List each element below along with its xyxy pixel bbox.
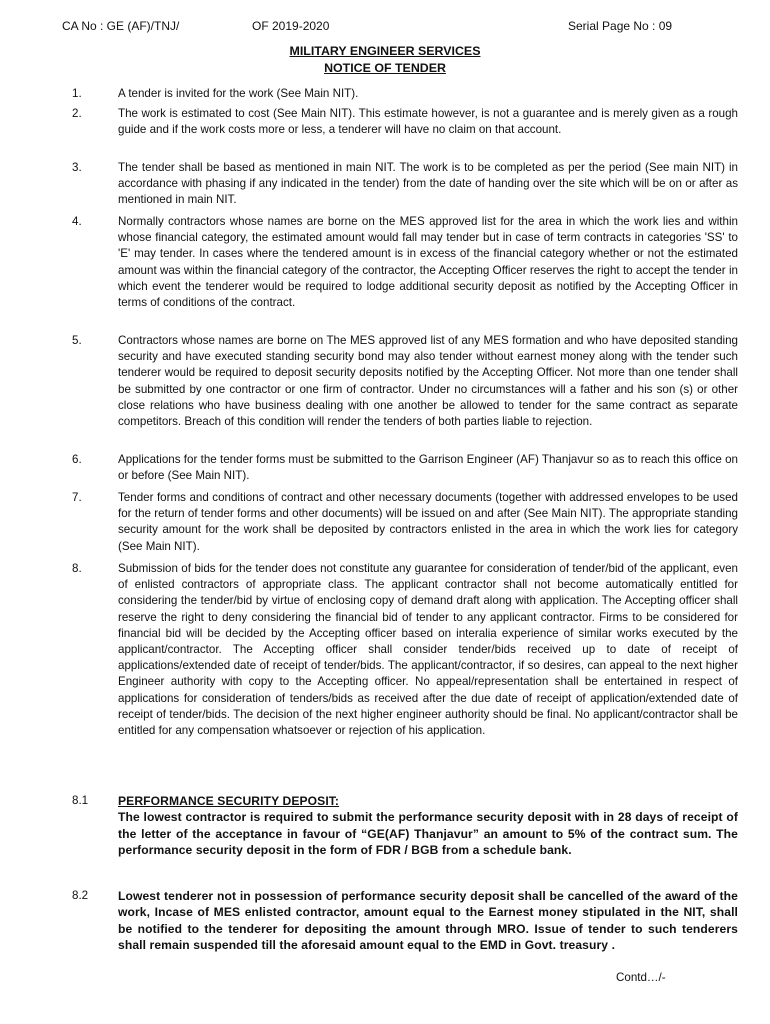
paragraph-number: 7. (72, 491, 82, 504)
contract-year: OF 2019-2020 (252, 19, 330, 33)
paragraph-text: Contractors whose names are borne on The MES approved list of any MES formation and who have deposited standing security and have executed standing security bond may also tender without earnest money along with the tender such tenderer would be required to deposit security deposits notified by the Accepting Officer. Not more than one tender shall be submitted by one contractor or one firm of contractor. Under no circumstances will a father and his son (s) or other close relations who have business dealing with one another be allowed to tender for the same contract as separate competitors. Breach of this condition will render the tenders of both parties liable to rejection. (118, 334, 738, 429)
paragraph-number: 5. (72, 334, 82, 347)
paragraph-number: 3. (72, 161, 82, 174)
paragraph-text: A tender is invited for the work (See Main NIT). (118, 87, 359, 100)
paragraph-text: The tender shall be based as mentioned in main NIT. The work is to be completed as per the period (See main NIT) in accordance with phasing if any indicated in the tender) from the date of handing over the site which will be on or after as mentioned in main NIT. (118, 161, 738, 207)
paragraph-text: Submission of bids for the tender does not constitute any guarantee for consideration of tender/bid of the applicant, even of enlisted contractors of appropriate class. The applicant contractor shall not become automatically entitled for considering the tender/bid by virtue of enclosing copy of demand draft along with application. The Accepting officer shall reserve the right to deny considering the financial bid of tender to any applicant contractor. Firms to be considered for financial bid will be decided by the Accepting officer based on interalia experience of similar works executed by the applicant/contractor. The Accepting officer shall consider tender/bids received up to date of receipt of applications/extended date of receipt of tender/bids. The applicant/contractor, if so desires, can appeal to the next higher Engineer authority with copy to the Accepting officer. No appeal/representation shall be entertained in respect of applications for consideration of tenders/bids as received after the due date of receipt of application/extended date of receipt of tender/bids. The decision of the next higher engineer authority should be final. No applicant/contractor shall be entitled for any compensation whatsoever or rejection of his application. (118, 562, 738, 738)
continued-marker: Contd…/- (616, 971, 666, 984)
document-subtitle: NOTICE OF TENDER (324, 61, 446, 75)
paragraph-text: Normally contractors whose names are borne on the MES approved list for the area in which the work lies and within whose financial category, the estimated amount would fall may tender but in case of term contracts in categories 'SS' to 'E' may tender. In cases where the tendered amount is in excess of the financial category whether or not the estimated amount was within the financial category of the contractor, the Accepting Officer reserves the right to accept the tender in which event the tenderer would be required to lodge additional security deposit as notified by the Accepting Officer in terms of conditions of the contract. (118, 215, 738, 310)
paragraph-text: The lowest contractor is required to submit the performance security deposit with in 28 days of receipt of the letter of the acceptance in favour of “GE(AF) Thanjavur” an amount to 5% of the contract sum. The performance security deposit in the form of FDR / BGB from a schedule bank. (118, 810, 738, 858)
paragraph-number: 6. (72, 453, 82, 466)
paragraph-number: 8. (72, 562, 82, 575)
paragraph-number: 8.1 (72, 794, 89, 807)
document-title: MILITARY ENGINEER SERVICES (289, 44, 481, 58)
paragraph-text: The work is estimated to cost (See Main NIT). This estimate however, is not a guarantee and is merely given as a rough guide and if the work costs more or less, a tenderer will have no claim on that account. (118, 107, 738, 137)
paragraph-text: Lowest tenderer not in possession of performance security deposit shall be cancelled of the award of the work, Incase of MES enlisted contractor, amount equal to the Earnest money stipulated in the NIT, shall be notified to the tenderer for depositing the amount through MRO. Issue of tender to such tenderers shall remain suspended till the aforesaid amount equal to the EMD in Govt. treasury . (118, 889, 738, 953)
paragraph-number: 1. (72, 87, 82, 100)
paragraph-number: 2. (72, 107, 82, 120)
paragraph-number: 4. (72, 215, 82, 228)
paragraph-text: Applications for the tender forms must be submitted to the Garrison Engineer (AF) Thanjavur so as to reach this office on or before (See Main NIT). (118, 453, 738, 483)
paragraph-text: Tender forms and conditions of contract and other necessary documents (together with addressed envelopes to be used for the return of tender forms and other documents) will be issued on and after (See Main NIT). The appropriate standing security amount for the work shall be deposited by contractors enlisted in the area in which the work lies for category (See Main NIT). (118, 491, 738, 553)
ca-number: CA No : GE (AF)/TNJ/ (62, 19, 180, 33)
performance-security-heading: PERFORMANCE SECURITY DEPOSIT: (118, 794, 340, 808)
serial-page-number: Serial Page No : 09 (568, 19, 673, 33)
paragraph-number: 8.2 (72, 889, 89, 902)
